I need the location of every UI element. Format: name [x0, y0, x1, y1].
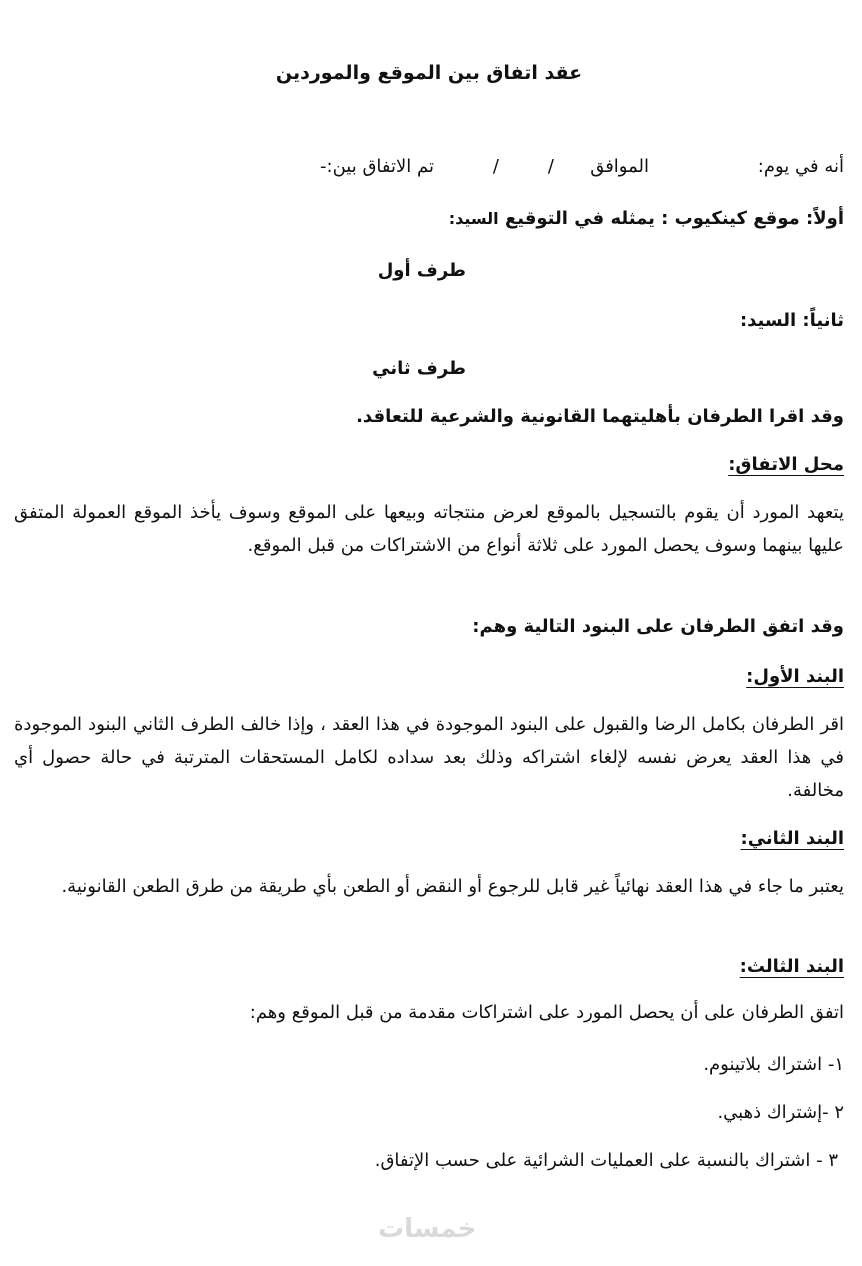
subject-body: يتعهد المورد أن يقوم بالتسجيل بالموقع لعرض منتجاته وبيعها على الموقع وسوف يأخذ الموقع العمولة المتفق عليها بينهما وسوف يحصل المورد على ثلاثة أنواع من الاشتراكات من قبل الموقع.	[14, 502, 844, 556]
second-party-role: طرف ثاني	[372, 358, 466, 379]
first-party-line	[14, 206, 844, 232]
capacity-statement: وقد اقرا الطرفان بأهليتهما القانونية والشرعية للتعاقد.	[356, 406, 844, 427]
contract-title: عقد اتفاق بين الموقع والموردين	[275, 62, 583, 84]
watermark-logo: خمسات	[378, 1214, 477, 1244]
date-slash-2: /	[492, 156, 499, 177]
clause3-item-2: ٢ -إشتراك ذهبي.	[717, 1102, 844, 1123]
first-party-role: طرف أول	[377, 260, 466, 281]
clause1-heading: البند الأول:	[746, 666, 844, 687]
clause3-intro: اتفق الطرفان على أن يحصل المورد على اشتراكات مقدمة من قبل الموقع وهم:	[249, 1002, 844, 1023]
agreed-between-label: تم الاتفاق بين:-	[320, 156, 434, 177]
second-party-label: ثانياً: السيد:	[739, 310, 844, 331]
date-corresponding-label: الموافق	[590, 156, 649, 177]
first-party-label: أولاً: موقع كينكيوب : يمثله في التوقيع	[504, 208, 844, 229]
clause2-body: يعتبر ما جاء في هذا العقد نهائياً غير قابل للرجوع أو النقض أو الطعن بأي طريقة من طرق الطعن القانونية.	[61, 876, 844, 897]
clause3-item-3: ٣ - اشتراك بالنسبة على العمليات الشرائية على حسب الإتفاق.	[374, 1150, 838, 1171]
agreed-terms: وقد اتفق الطرفان على البنود التالية وهم:	[472, 616, 844, 637]
first-party-mr: السيد:	[448, 209, 499, 228]
subject-heading: محل الاتفاق:	[728, 454, 844, 475]
date-line	[304, 156, 844, 186]
date-day-label: أنه في يوم:	[757, 156, 844, 177]
clause2-heading: البند الثاني:	[740, 828, 844, 849]
clause1-body: اقر الطرفان بكامل الرضا والقبول على البنود الموجودة في هذا العقد ، وإذا خالف الطرف الثاني البنود الموجودة في هذا العقد يعرض نفسه لإلغاء اشتراكه وذلك بعد سداده لكامل المستحقات المترتبة في حالة حصول أي مخالفة.	[14, 714, 844, 801]
clause3-heading: البند الثالث:	[739, 956, 844, 977]
date-slash-1: /	[547, 156, 554, 177]
clause3-item-1: ١- اشتراك بلاتينوم.	[703, 1054, 844, 1075]
